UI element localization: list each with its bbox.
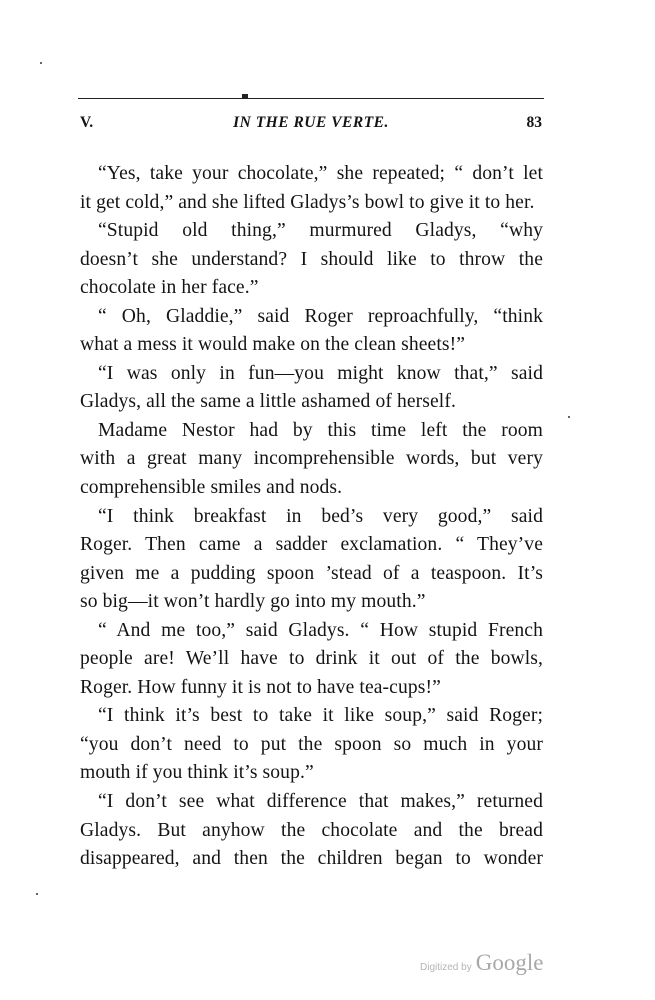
running-header xyxy=(80,112,542,138)
chapter-number: V. xyxy=(80,114,94,131)
text-line: people are! We’ll have to drink it out of the bowls, xyxy=(80,648,543,670)
text-line: chocolate in her face.” xyxy=(80,277,259,299)
text-line: “you don’t need to put the spoon so much in your xyxy=(80,733,543,755)
text-line: “I was only in fun—you might know that,” said xyxy=(98,362,543,384)
page-speck xyxy=(40,62,42,64)
digitized-by-label: Digitized by xyxy=(420,962,472,973)
text-line: Roger. How funny it is not to have tea-cups!” xyxy=(80,676,441,698)
text-line: “I don’t see what difference that makes,” returned xyxy=(98,791,543,813)
header-rule xyxy=(78,98,544,99)
text-line: given me a pudding spoon ’stead of a teaspoon. It’s xyxy=(80,562,543,584)
page-number: 83 xyxy=(526,114,542,131)
text-line: “ And me too,” said Gladys. “ How stupid French xyxy=(98,619,543,641)
text-line: mouth if you think it’s soup.” xyxy=(80,762,314,784)
text-line: “I think it’s best to take it like soup,” said Roger; xyxy=(98,705,543,727)
header-rule-mark xyxy=(242,94,248,98)
text-line: “Yes, take your chocolate,” she repeated; “ don’t let xyxy=(98,163,543,184)
text-line: “ Oh, Gladdie,” said Roger reproachfully, “think xyxy=(98,305,543,327)
text-line: Roger. Then came a sadder exclamation. “ They’ve xyxy=(80,534,543,556)
text-line: so big—it won’t hardly go into my mouth.” xyxy=(80,591,426,613)
digitization-watermark xyxy=(420,950,543,982)
text-line: comprehensible smiles and nods. xyxy=(80,477,343,499)
google-logo: Google xyxy=(475,950,544,975)
text-line: disappeared, and then the children began to wonder xyxy=(80,848,543,870)
text-line: with a great many incomprehensible words, but very xyxy=(80,448,543,470)
text-line: “I think breakfast in bed’s very good,” said xyxy=(98,505,543,527)
body-text xyxy=(80,160,543,874)
text-line: Madame Nestor had by this time left the room xyxy=(98,419,543,441)
text-line: what a mess it would make on the clean sheets!” xyxy=(80,334,466,356)
running-title: IN THE RUE VERTE. xyxy=(233,114,389,131)
page-speck xyxy=(36,893,38,895)
page-speck xyxy=(568,416,570,418)
text-line: Gladys. But anyhow the chocolate and the bread xyxy=(80,819,543,841)
text-line: Gladys, all the same a little ashamed of herself. xyxy=(80,391,456,413)
text-line: it get cold,” and she lifted Gladys’s bowl to give it to her. xyxy=(80,191,535,213)
text-line: doesn’t she understand? I should like to throw the xyxy=(80,248,543,270)
text-line: “Stupid old thing,” murmured Gladys, “why xyxy=(98,220,543,242)
